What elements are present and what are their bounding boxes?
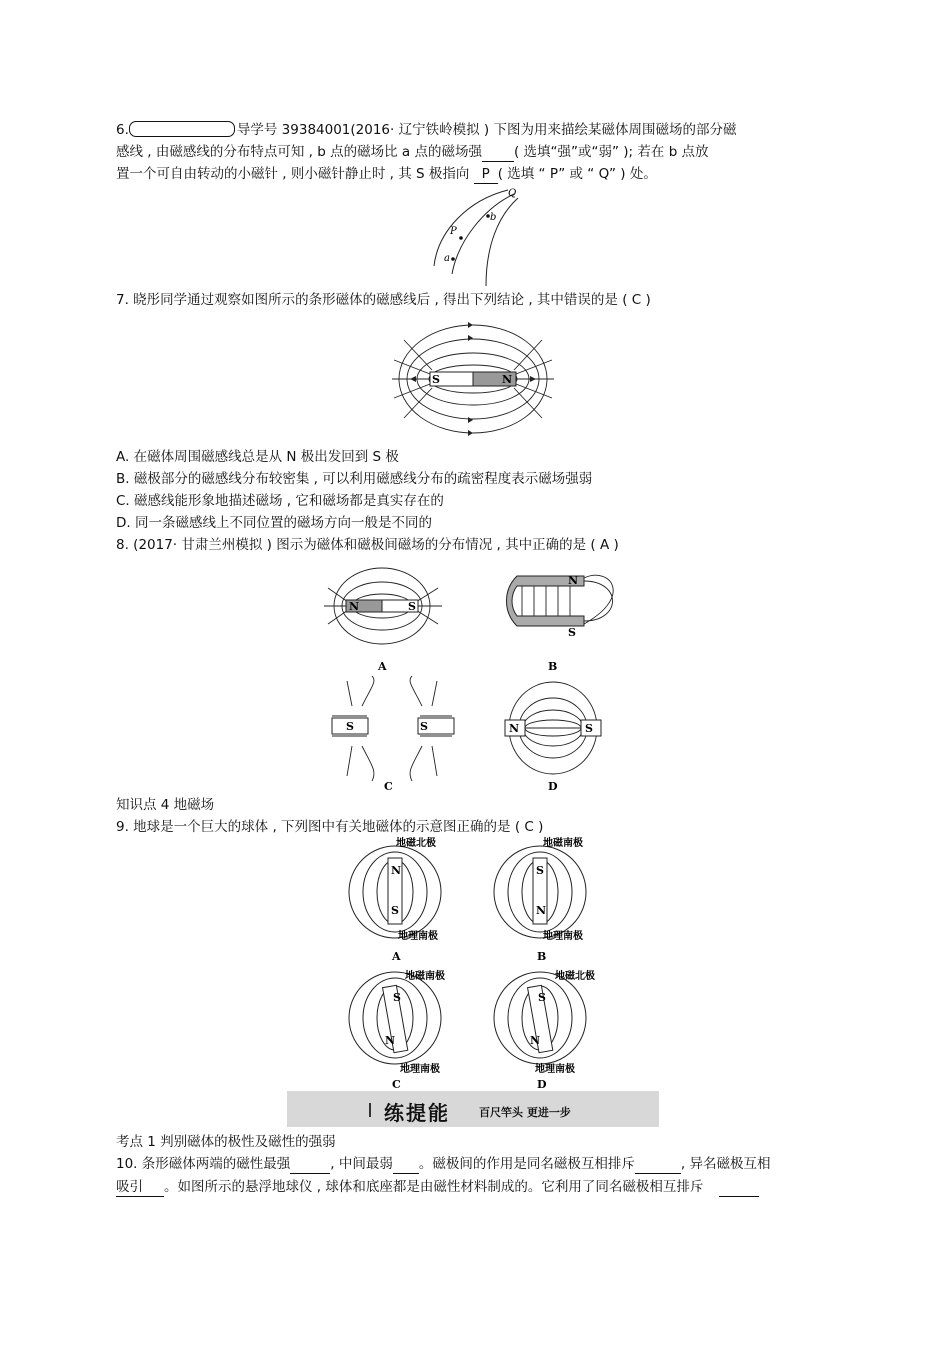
- q8-caption-b: B: [548, 660, 558, 673]
- q6-blank-2[interactable]: P: [474, 165, 498, 184]
- q6-number: 6.: [116, 122, 129, 138]
- q6-stem-2b: ( 选填“强”或“弱” ); 若在 b 点放: [513, 144, 709, 160]
- pole-s-label: S: [432, 373, 440, 386]
- q6-line-2: [116, 143, 709, 162]
- q10-blank-3[interactable]: [635, 1155, 681, 1174]
- q10-text-1a: 10. 条形磁体两端的磁性最强: [116, 1156, 291, 1172]
- q10-text-1d: , 异名磁极互相: [680, 1156, 771, 1172]
- q9d-bottom-label: 地理南极: [535, 1064, 575, 1075]
- label-b: b: [490, 212, 497, 223]
- q8d-pole-s: S: [585, 722, 593, 735]
- q6-field-figure: [428, 186, 520, 288]
- q8c-pole-s-left: S: [346, 720, 354, 733]
- q9b-top-label: 地磁南极: [543, 838, 583, 849]
- q10-text-1c: 。磁极间的作用是同名磁极互相排斥: [418, 1156, 635, 1172]
- guide-number-box: [129, 121, 235, 137]
- banner-divider: [369, 1103, 371, 1117]
- q6-stem-3b: ( 选填 “ P” 或 “ Q” ) 处。: [497, 166, 657, 182]
- q8c-pole-s-right: S: [420, 720, 428, 733]
- q7-option-b: B. 磁极部分的磁感线分布较密集 , 可以利用磁感线分布的疏密程度表示磁场强弱: [116, 471, 593, 487]
- q9d-top-label: 地磁北极: [555, 971, 595, 982]
- banner-subtitle: 百尺竿头 更进一步: [479, 1106, 571, 1119]
- label-q: Q: [508, 188, 517, 199]
- q7-stem: 7. 晓彤同学通过观察如图所示的条形磁体的磁感线后 , 得出下列结论 , 其中错误的是 ( C ): [116, 292, 651, 308]
- q8b-pole-s: S: [568, 626, 576, 639]
- q8-caption-a: A: [378, 660, 387, 673]
- q9a-pole-bottom: S: [391, 904, 399, 917]
- practice-banner: [287, 1091, 659, 1127]
- q9c-top-label: 地磁南极: [405, 971, 445, 982]
- pole-n-label: N: [502, 373, 513, 386]
- q9-caption-a: A: [392, 950, 401, 963]
- q10-blank-1[interactable]: [290, 1155, 330, 1174]
- q10-text-1b: , 中间最弱: [330, 1156, 393, 1172]
- q9b-pole-bottom: N: [536, 904, 547, 917]
- q8b-pole-n: N: [568, 574, 579, 587]
- q10-line-1: [116, 1155, 770, 1174]
- q9-caption-b: B: [537, 950, 547, 963]
- q9c-bottom-label: 地理南极: [400, 1064, 440, 1075]
- q9-caption-d: D: [537, 1078, 547, 1090]
- q8a-pole-s: S: [408, 600, 416, 613]
- q9-caption-c: C: [392, 1078, 401, 1090]
- q9a-top-label: 地磁北极: [396, 838, 436, 849]
- q9d-pole-bottom: N: [530, 1034, 541, 1047]
- q6-stem-2a: 感线 , 由磁感线的分布特点可知 , b 点的磁场比 a 点的磁场强: [116, 144, 482, 160]
- q8d-pole-n: N: [509, 722, 520, 735]
- q9c-pole-top: S: [393, 991, 401, 1004]
- q9-figures: [340, 836, 610, 1090]
- q6-line-3: [116, 165, 657, 184]
- q6-stem-3a: 置一个可自由转动的小磁针 , 则小磁针静止时 , 其 S 极指向: [116, 166, 474, 182]
- q10-text-2b: 。如图所示的悬浮地球仪 , 球体和底座都是由磁性材料制成的。它利用了同名磁极相互排斥: [164, 1179, 704, 1195]
- q6-blank-1[interactable]: [482, 143, 514, 162]
- q9c-pole-bottom: N: [385, 1034, 396, 1047]
- q7-option-d: D. 同一条磁感线上不同位置的磁场方向一般是不同的: [116, 515, 432, 531]
- q9b-pole-top: S: [536, 864, 544, 877]
- q10-line-2: [116, 1178, 759, 1197]
- knowledge-point-4: 知识点 4 地磁场: [116, 797, 215, 813]
- q10-blank-4[interactable]: 吸引: [116, 1178, 164, 1197]
- q8-stem: 8. (2017· 甘肃兰州模拟 ) 图示为磁体和磁极间磁场的分布情况 , 其中正确的是 ( A ): [116, 537, 619, 553]
- q9a-bottom-label: 地理南极: [398, 931, 438, 942]
- q9-stem: 9. 地球是一个巨大的球体 , 下列图中有关地磁体的示意图正确的是 ( C ): [116, 819, 544, 835]
- q9d-pole-top: S: [538, 991, 546, 1004]
- label-p: P: [450, 226, 457, 237]
- q8-caption-d: D: [548, 780, 558, 792]
- q6-stem-1: 导学号 39384001(2016· 辽宁铁岭模拟 ) 下图为用来描绘某磁体周围磁场的部分磁: [236, 122, 737, 138]
- q6-line-1: [116, 121, 736, 139]
- q7-bar-magnet-figure: [390, 310, 556, 446]
- q8-caption-c: C: [384, 780, 393, 792]
- q8-figures: [322, 556, 624, 792]
- q9b-bottom-label: 地理南极: [543, 931, 583, 942]
- q7-option-a: A. 在磁体周围磁感线总是从 N 极出发回到 S 极: [116, 449, 399, 465]
- q10-blank-5[interactable]: [719, 1178, 759, 1197]
- q10-blank-2[interactable]: [393, 1155, 419, 1174]
- kaodian-1: 考点 1 判别磁体的极性及磁性的强弱: [116, 1134, 336, 1150]
- q7-option-c: C. 磁感线能形象地描述磁场 , 它和磁场都是真实存在的: [116, 493, 444, 509]
- label-a: a: [444, 253, 450, 264]
- q8a-pole-n: N: [349, 600, 360, 613]
- q9a-pole-top: N: [391, 864, 402, 877]
- banner-title: 练提能: [384, 1101, 450, 1125]
